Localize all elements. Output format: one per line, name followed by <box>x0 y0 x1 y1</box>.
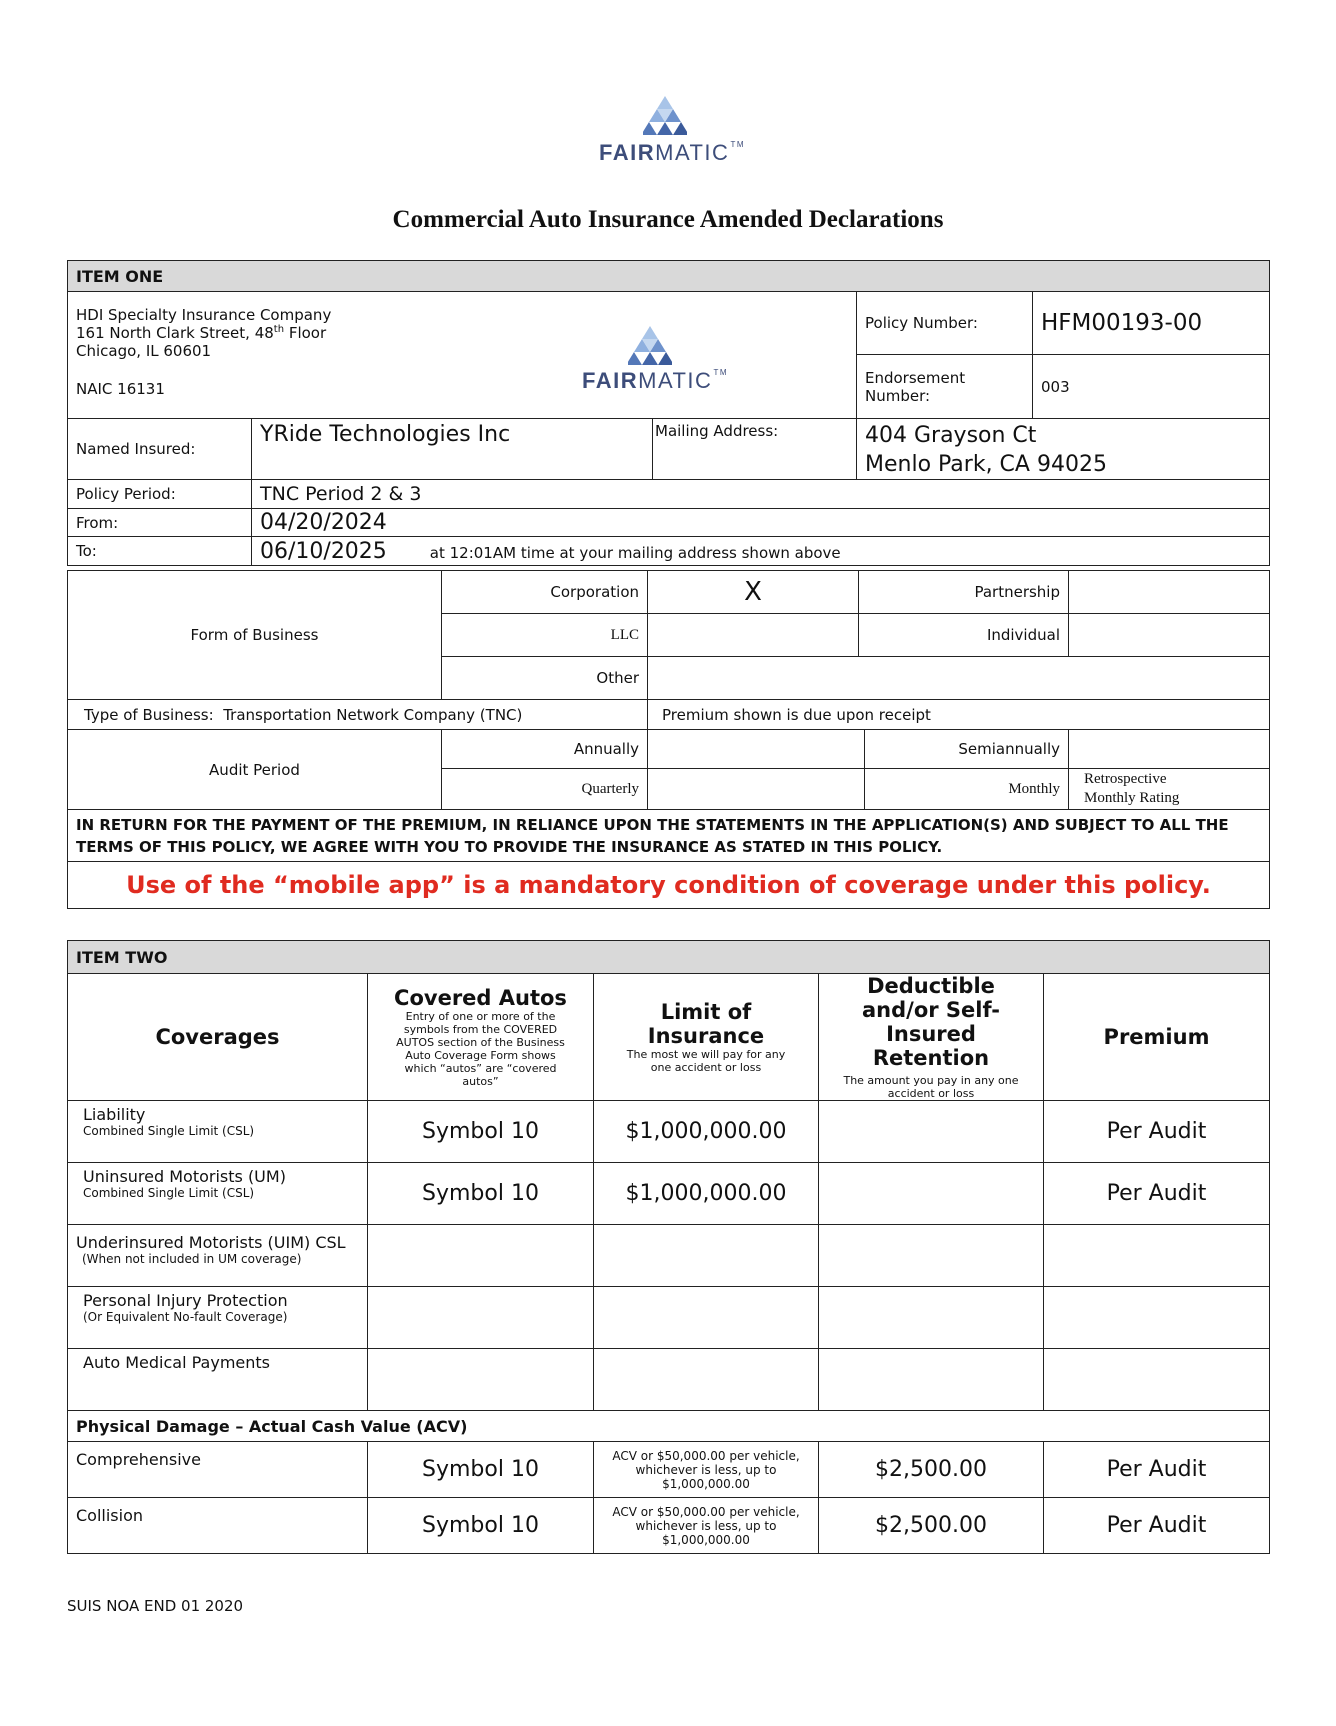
logo-text-light: MATIC <box>655 140 730 165</box>
col-covered-autos: Covered Autos Entry of one or more of the symbols from the COVERED AUTOS section of the Business Auto Coverage Form shows which “autos” are “covered autos” <box>368 974 594 1101</box>
premium-value <box>1044 1225 1270 1287</box>
deductible-value: $2,500.00 <box>819 1442 1044 1498</box>
deductible-value <box>819 1349 1044 1411</box>
table-row <box>68 1498 1270 1554</box>
item-two-table <box>67 940 1270 1554</box>
premium-value: Per Audit <box>1044 1163 1270 1225</box>
form-footer-code: SUIS NOA END 01 2020 <box>67 1597 244 1615</box>
premium-note: Premium shown is due upon receipt <box>648 700 1270 730</box>
agreement-text: IN RETURN FOR THE PAYMENT OF THE PREMIUM, IN RELIANCE UPON THE STATEMENTS IN THE APPLICATION(S) AND SUBJECT TO ALL THE TERMS OF THIS POLICY, WE AGREE WITH YOU TO PROVIDE THE INSURANCE AS STATED IN THIS POLICY. <box>68 810 1270 862</box>
coverage-name: Personal Injury Protection (Or Equivalent No-fault Coverage) <box>68 1287 368 1349</box>
premium-value: Per Audit <box>1044 1498 1270 1554</box>
item-one-header: ITEM ONE <box>68 261 1270 292</box>
deductible-value <box>819 1287 1044 1349</box>
col-limit: Limit of Insurance The most we will pay for any one accident or loss <box>594 974 819 1101</box>
from-label: From: <box>68 509 252 537</box>
named-insured: YRide Technologies Inc <box>252 419 653 480</box>
table-row <box>68 1163 1270 1225</box>
other-field[interactable] <box>648 657 1270 700</box>
fairmatic-logo <box>599 96 745 170</box>
individual-checkbox[interactable] <box>1069 614 1270 657</box>
coverage-name: Collision <box>68 1498 368 1554</box>
col-deductible: Deductible and/or Self-Insured Retention The amount you pay in any one accident or loss <box>819 974 1044 1101</box>
coverage-name: Liability Combined Single Limit (CSL) <box>68 1101 368 1163</box>
logo-text-bold: FAIR <box>599 140 656 165</box>
policy-period-label: Policy Period: <box>68 480 252 509</box>
policy-number-label: Policy Number: <box>857 292 1033 355</box>
form-of-business-label: Form of Business <box>68 571 442 700</box>
page-title: Commercial Auto Insurance Amended Declarations <box>392 206 944 233</box>
covered-autos-value: Symbol 10 <box>368 1442 594 1498</box>
monthly-label: Monthly <box>865 769 1069 810</box>
annually-checkbox[interactable] <box>648 730 865 769</box>
form-of-business-table <box>67 570 1270 730</box>
audit-period-table <box>67 729 1270 909</box>
retrospective-label: Retrospective Monthly Rating <box>1069 769 1270 810</box>
deductible-value <box>819 1163 1044 1225</box>
quarterly-checkbox[interactable] <box>648 769 865 810</box>
covered-autos-value: Symbol 10 <box>368 1498 594 1554</box>
corporation-checkbox[interactable]: X <box>648 571 859 614</box>
fairmatic-logo-small: FAIRMATIC™ <box>582 326 732 386</box>
company-street: 161 North Clark Street, 48th Floor <box>76 324 327 342</box>
table-row <box>68 1225 1270 1287</box>
type-of-business: Type of Business: Transportation Network Company (TNC) <box>68 700 648 730</box>
triangle-logo-icon <box>628 326 672 366</box>
named-insured-label: Named Insured: <box>68 419 252 480</box>
mailing-address-label: Mailing Address: <box>653 419 857 480</box>
col-premium: Premium <box>1044 974 1270 1101</box>
premium-value: Per Audit <box>1044 1442 1270 1498</box>
coverage-name: Auto Medical Payments <box>68 1349 368 1411</box>
covered-autos-value: Symbol 10 <box>368 1101 594 1163</box>
to-date: 06/10/2025 <box>260 538 387 564</box>
insurer-block <box>68 292 857 419</box>
table-row <box>68 1442 1270 1498</box>
covered-autos-value <box>368 1287 594 1349</box>
partnership-checkbox[interactable] <box>1069 571 1270 614</box>
company-name: HDI Specialty Insurance Company <box>76 306 332 324</box>
triangle-logo-icon <box>643 96 687 136</box>
limit-value: ACV or $50,000.00 per vehicle, whichever is less, up to $1,000,000.00 <box>594 1498 819 1554</box>
quarterly-label: Quarterly <box>442 769 648 810</box>
limit-value: ACV or $50,000.00 per vehicle, whichever is less, up to $1,000,000.00 <box>594 1442 819 1498</box>
coverage-name: Uninsured Motorists (UM) Combined Single Limit (CSL) <box>68 1163 368 1225</box>
individual-label: Individual <box>859 614 1069 657</box>
deductible-value <box>819 1225 1044 1287</box>
covered-autos-value <box>368 1349 594 1411</box>
limit-value <box>594 1349 819 1411</box>
table-row <box>68 1287 1270 1349</box>
covered-autos-value <box>368 1225 594 1287</box>
semiannually-label: Semiannually <box>865 730 1069 769</box>
limit-value: $1,000,000.00 <box>594 1101 819 1163</box>
mailing-address: 404 Grayson Ct Menlo Park, CA 94025 <box>857 419 1270 480</box>
premium-value <box>1044 1349 1270 1411</box>
policy-period: TNC Period 2 & 3 <box>252 480 1270 509</box>
limit-value <box>594 1225 819 1287</box>
col-coverages: Coverages <box>68 974 368 1101</box>
company-city: Chicago, IL 60601 <box>76 342 212 360</box>
endorsement-label: Endorsement Number: <box>857 355 1033 419</box>
llc-checkbox[interactable] <box>648 614 859 657</box>
from-date: 04/20/2024 <box>252 509 1270 537</box>
limit-value: $1,000,000.00 <box>594 1163 819 1225</box>
item-two-header: ITEM TWO <box>68 941 1270 974</box>
endorsement-number: 003 <box>1033 355 1270 419</box>
semiannually-checkbox[interactable] <box>1069 730 1270 769</box>
deductible-value: $2,500.00 <box>819 1498 1044 1554</box>
covered-autos-value: Symbol 10 <box>368 1163 594 1225</box>
annually-label: Annually <box>442 730 648 769</box>
policy-number: HFM00193-00 <box>1033 292 1270 355</box>
other-label: Other <box>442 657 648 700</box>
deductible-value <box>819 1101 1044 1163</box>
table-row <box>68 1101 1270 1163</box>
corporation-label: Corporation <box>442 571 648 614</box>
time-note: at 12:01AM time at your mailing address shown above <box>429 543 841 562</box>
physical-damage-header: Physical Damage – Actual Cash Value (ACV) <box>68 1411 1270 1442</box>
coverage-name: Comprehensive <box>68 1442 368 1498</box>
llc-label: LLC <box>442 614 648 657</box>
partnership-label: Partnership <box>859 571 1069 614</box>
mobile-app-notice: Use of the “mobile app” is a mandatory condition of coverage under this policy. <box>68 862 1270 909</box>
limit-value <box>594 1287 819 1349</box>
logo-tm: TM <box>730 140 745 149</box>
premium-value <box>1044 1287 1270 1349</box>
item-one-table <box>67 260 1270 566</box>
to-label: To: <box>68 537 252 566</box>
naic-number: NAIC 16131 <box>76 380 165 398</box>
audit-period-label: Audit Period <box>68 730 442 810</box>
premium-value: Per Audit <box>1044 1101 1270 1163</box>
table-row <box>68 1349 1270 1411</box>
coverage-name: Underinsured Motorists (UIM) CSL (When not included in UM coverage) <box>68 1225 368 1287</box>
